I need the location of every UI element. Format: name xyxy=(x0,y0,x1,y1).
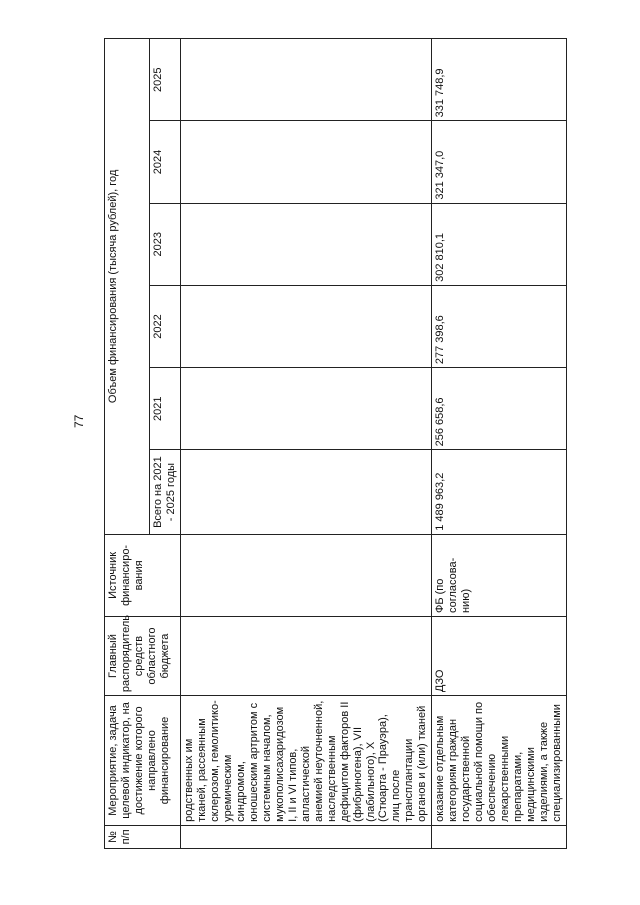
cell-total xyxy=(180,450,431,534)
header-num: № п/п xyxy=(105,825,181,848)
cell-year: 277 398,6 xyxy=(432,285,567,367)
cell-year xyxy=(180,121,431,203)
cell-source: ФБ (по согласова-нию) xyxy=(432,534,567,616)
cell-year xyxy=(180,368,431,450)
header-year: 2022 xyxy=(150,285,181,367)
page-number: 77 xyxy=(72,414,86,428)
cell-year: 256 658,6 xyxy=(432,368,567,450)
header-event: Мероприятие, задача целевой индикатор, на достижение которого направлено финансирование xyxy=(105,696,181,826)
financing-table xyxy=(104,38,567,849)
table-row xyxy=(432,39,567,849)
cell-year xyxy=(180,39,431,121)
rotated-table-container xyxy=(104,38,625,849)
header-source: Источник финансиро-вания xyxy=(105,534,181,616)
header-total: Всего на 2021 - 2025 годы xyxy=(150,450,181,534)
header-year: 2025 xyxy=(150,39,181,121)
cell-event: родственных им тканей, рассеянным склерозом, гемолитико-уремическим синдромом, юношеским артритом с системным началом, мукополисахаридозом I, II и VI типов, апластической анемией неуточненной, наследственным дефицитом факторов II (фибриногена), VII (лабильного), X (Стюарта - Прауэра), лиц после трансплантации органов и (или) тканей xyxy=(180,696,431,826)
cell-num xyxy=(180,825,431,848)
header-year: 2024 xyxy=(150,121,181,203)
cell-year xyxy=(180,203,431,285)
cell-source xyxy=(180,534,431,616)
cell-year: 321 347,0 xyxy=(432,121,567,203)
cell-year xyxy=(180,285,431,367)
header-year: 2021 xyxy=(150,368,181,450)
cell-year: 302 810,1 xyxy=(432,203,567,285)
cell-event: оказание отдельным категориям граждан государственной социальной помощи по обеспечению лекарственными препаратами, медицинскими изделиями, а также специализированными xyxy=(432,696,567,826)
header-admin: Главный распорядитель средств областного бюджета xyxy=(105,617,181,696)
cell-total: 1 489 963,2 xyxy=(432,450,567,534)
table-row xyxy=(180,39,431,849)
cell-num xyxy=(432,825,567,848)
header-row-1 xyxy=(105,39,150,849)
cell-admin xyxy=(180,617,431,696)
cell-year: 331 748,9 xyxy=(432,39,567,121)
header-year: 2023 xyxy=(150,203,181,285)
header-volume: Объем финансирования (тысяча рублей), год xyxy=(105,39,150,535)
cell-admin: ДЗО xyxy=(432,617,567,696)
